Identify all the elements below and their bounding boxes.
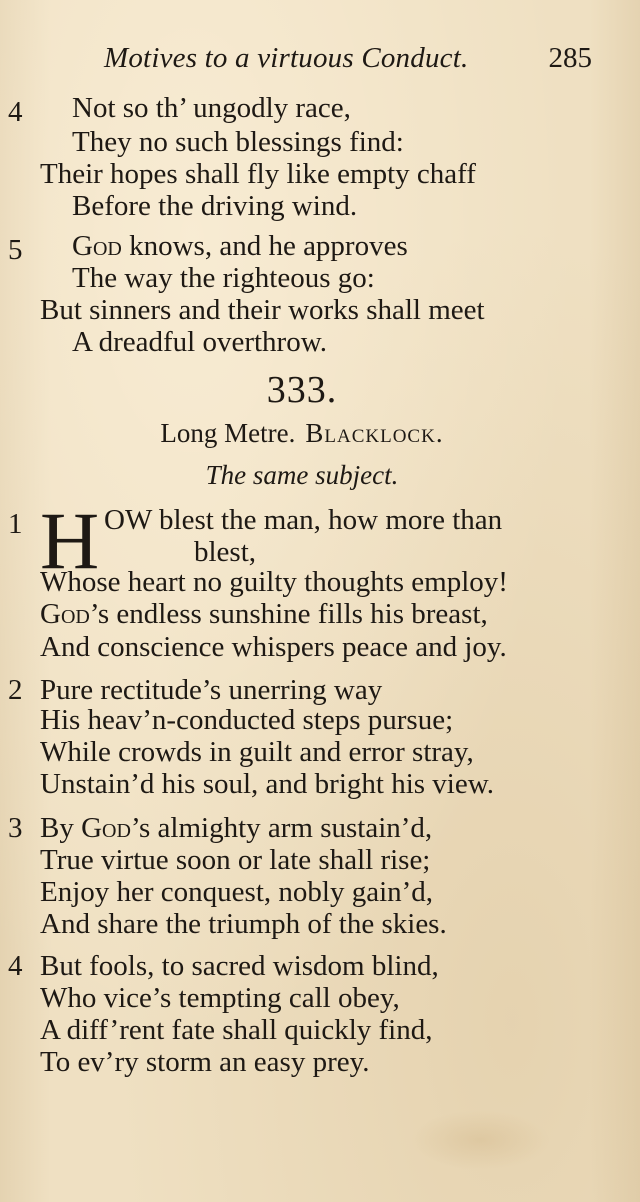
word-god: God [72, 230, 122, 262]
hymn-subject: The same subject. [205, 460, 399, 490]
hymn-metre [0, 418, 604, 449]
verse-line: Not so th’ ungodly race, [72, 92, 351, 124]
verse-number: 5 [8, 234, 23, 266]
verse-line: OW blest the man, how more than [104, 504, 503, 536]
verse-line [40, 598, 488, 630]
hymn-number: 333. [266, 369, 338, 411]
line-rest: ’s endless sunshine fills his breast, [89, 598, 488, 630]
verse-line: Before the driving wind. [72, 190, 358, 222]
verse-line: Their hopes shall fly like empty chaff [40, 158, 476, 190]
verse-line: A diff’rent fate shall quickly find, [40, 1014, 433, 1046]
verse-number: 4 [8, 950, 23, 982]
drop-cap: H [40, 495, 100, 586]
verse-line: The way the righteous go: [72, 262, 375, 294]
page-header [0, 42, 640, 82]
verse-number: 1 [8, 508, 23, 540]
paper-stain [410, 1110, 550, 1170]
verse-number: 2 [8, 674, 23, 706]
verse-line: But sinners and their works shall meet [40, 294, 485, 326]
verse-line: A dreadful overthrow. [72, 326, 328, 358]
verse-line: Enjoy her conquest, nobly gain’d, [40, 876, 434, 908]
verse-line: Whose heart no guilty thoughts employ! [40, 566, 508, 598]
verse-line: True virtue soon or late shall rise; [40, 844, 431, 876]
verse-line [40, 812, 432, 844]
verse-line: They no such blessings find: [72, 126, 404, 158]
verse-line: His heav’n-conducted steps pursue; [40, 704, 454, 736]
line-part: By [40, 812, 82, 844]
verse-line: But fools, to sacred wisdom blind, [40, 950, 439, 982]
verse-line: Pure rectitude’s unerring way [40, 674, 383, 706]
verse-number: 4 [8, 96, 23, 128]
verse-line: And conscience whispers peace and joy. [40, 631, 507, 663]
verse-line: While crowds in guilt and error stray, [40, 736, 474, 768]
metre-label: Long Metre. [160, 418, 296, 448]
verse-line: And share the triumph of the skies. [40, 908, 447, 940]
verse-line: To ev’ry storm an easy prey. [40, 1046, 370, 1078]
hymn-author: Blacklock. [305, 418, 444, 448]
verse-line [72, 230, 408, 262]
running-title: Motives to a virtuous Conduct. [104, 42, 469, 74]
verse-line: Who vice’s tempting call obey, [40, 982, 400, 1014]
word-god: God [81, 812, 131, 844]
word-god: God [40, 598, 90, 630]
verse-line: blest, [194, 536, 257, 568]
line-part: ’s almighty arm sustain’d, [130, 812, 433, 844]
verse-number: 3 [8, 812, 23, 844]
page-number: 285 [548, 42, 592, 74]
verse-line: Unstain’d his soul, and bright his view. [40, 768, 495, 800]
line-rest: knows, and he approves [121, 230, 408, 262]
